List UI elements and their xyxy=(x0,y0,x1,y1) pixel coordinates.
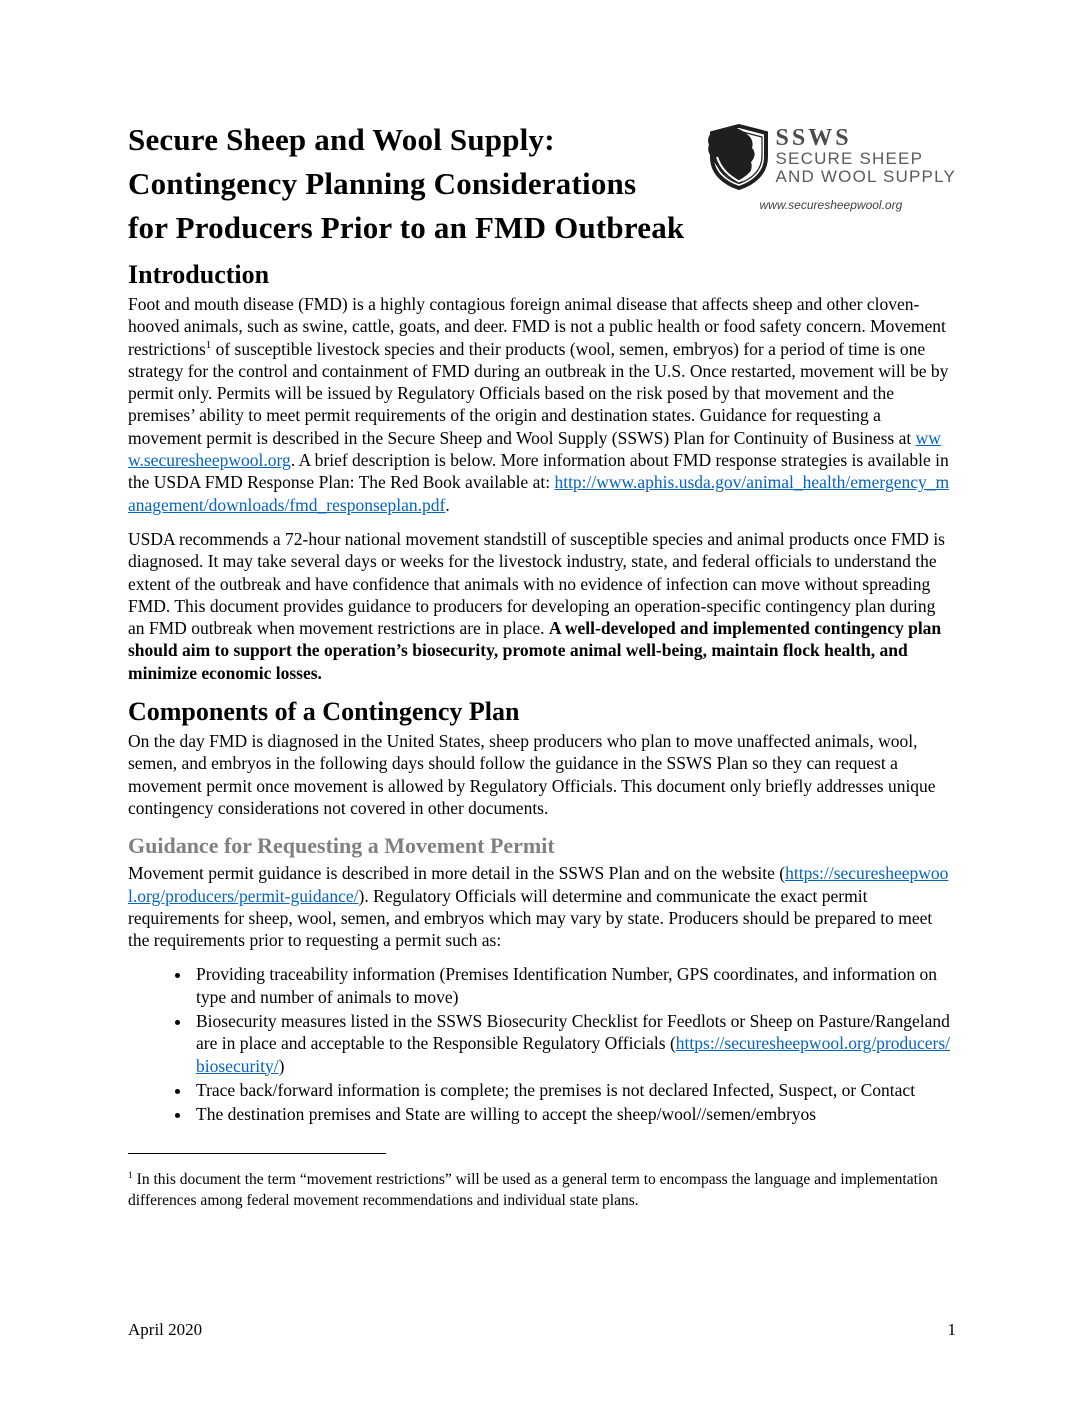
document-header xyxy=(128,118,956,250)
title-line-1: Secure Sheep and Wool Supply: xyxy=(128,122,555,157)
text-run: Foot and mouth disease (FMD) is a highly contagious foreign animal disease that affects sheep and other cloven-hooved animals, such as swine, cattle, goats, and deer. FMD is not a public health or food safety concern. Movement restrictions xyxy=(128,294,946,359)
shield-sheep-icon xyxy=(708,124,770,190)
section-heading-components: Components of a Contingency Plan xyxy=(128,697,520,727)
intro-paragraph-1 xyxy=(128,293,956,516)
list-item xyxy=(192,1010,956,1077)
logo-name-line-1: SECURE SHEEP xyxy=(775,149,924,168)
permit-requirements-list xyxy=(128,963,956,1125)
logo-text xyxy=(776,124,956,186)
logo-row xyxy=(708,124,956,190)
text-run: On the day FMD is diagnosed in the United States, sheep producers who plan to move unaffected animals, wool, semen, and embryos in the following days should follow the guidance in the SSWS Plan so they can request a movement permit once movement is allowed by Regulatory Officials. This document only briefly addresses unique contingency considerations not covered in other documents. xyxy=(128,731,936,818)
text-run: ). Regulatory Officials will determine and communicate the exact permit requirements for sheep, wool, semen, and embryos which may vary by state. Producers should be prepared to meet the requirements prior to requesting a permit such as: xyxy=(128,885,933,951)
title-line-3: for Producers Prior to an FMD Outbreak xyxy=(128,210,685,245)
logo-name-line-2: AND WOOL SUPPLY xyxy=(775,167,956,186)
hyperlink[interactable]: www.securesheepwool.org xyxy=(128,427,941,471)
list-item xyxy=(192,963,956,1008)
bold-text: A well-developed and implemented contingency plan should aim to support the operation’s biosecurity, promote animal well-being, maintain flock health, and minimize economic losses. xyxy=(128,618,942,683)
text-run: USDA recommends a 72-hour national movement standstill of susceptible species and animal products once FMD is diagnosed. It may take several days or weeks for the livestock industry, state, and federal officials to understand the extent of the outbreak and have confidence that animals with no evidence of infection can move without spreading FMD. This document provides guidance to producers for developing an operation-specific contingency plan during an FMD outbreak when movement restrictions are in place. xyxy=(128,528,945,639)
footer-page-number: 1 xyxy=(947,1320,956,1339)
page-title xyxy=(128,118,684,250)
title-line-2: Contingency Planning Considerations xyxy=(128,166,637,201)
text-run: Trace back/forward information is complete; the premises is not declared Infected, Suspect, or Contact xyxy=(196,1079,916,1100)
text-run: . A brief description is below. More information about FMD response strategies is available in the USDA FMD Response Plan: The Red Book available at: xyxy=(128,450,949,493)
subsection-heading-permit-guidance: Guidance for Requesting a Movement Permit xyxy=(128,833,555,859)
logo-url: www.securesheepwool.org xyxy=(759,198,903,212)
footnote-reference: 1 xyxy=(205,338,212,351)
list-item xyxy=(192,1103,956,1125)
text-run: Biosecurity measures listed in the SSWS Biosecurity Checklist for Feedlots or Sheep on Pasture/Rangeland are in place and acceptable to the Responsible Regulatory Officials ( xyxy=(196,1011,950,1054)
text-run: of susceptible livestock species and their products (wool, semen, embryos) for a period of time is one strategy for the control and containment of FMD during an outbreak in the U.S. Once restarted, movement will be by permit only. Permits will be issued by Regulatory Officials based on the risk posed by that movement and the premises’ ability to meet permit requirements of the origin and destination states. Guidance for requesting a movement permit is described in the Secure Sheep and Wool Supply (SSWS) Plan for Continuity of Business at xyxy=(128,338,949,448)
text-run: Providing traceability information (Premises Identification Number, GPS coordinates, and information on type and number of animals to move) xyxy=(196,964,937,1007)
footer-date: April 2020 xyxy=(128,1320,203,1339)
section-heading-introduction: Introduction xyxy=(128,260,270,289)
hyperlink[interactable]: http://www.aphis.usda.gov/animal_health/emergency_management/downloads/fmd_responseplan.pdf xyxy=(128,472,950,515)
footnote-separator xyxy=(128,1153,386,1154)
text-run: The destination premises and State are willing to accept the sheep/wool//semen/embryos xyxy=(196,1104,817,1125)
ssws-logo xyxy=(708,124,956,212)
footnote-reference: 1 xyxy=(128,1169,133,1181)
text-run: In this document the term “movement restrictions” will be used as a general term to encompass the language and implementation differences among federal movement recommendations and individual state plans. xyxy=(128,1170,938,1209)
components-paragraph xyxy=(128,730,956,819)
document-footer xyxy=(128,1320,956,1340)
hyperlink[interactable]: https://securesheepwool.org/producers/biosecurity/ xyxy=(196,1033,951,1076)
text-run: . xyxy=(445,494,450,515)
hyperlink[interactable]: https://securesheepwool.org/producers/permit-guidance/ xyxy=(128,863,949,906)
intro-paragraph-2 xyxy=(128,528,956,684)
footnote-text xyxy=(128,1169,956,1211)
list-item xyxy=(192,1079,956,1101)
logo-acronym: SSWS xyxy=(775,125,852,151)
text-run: Movement permit guidance is described in more detail in the SSWS Plan and on the website ( xyxy=(128,863,786,884)
permit-guidance-paragraph xyxy=(128,862,956,951)
text-run: ) xyxy=(278,1055,285,1076)
